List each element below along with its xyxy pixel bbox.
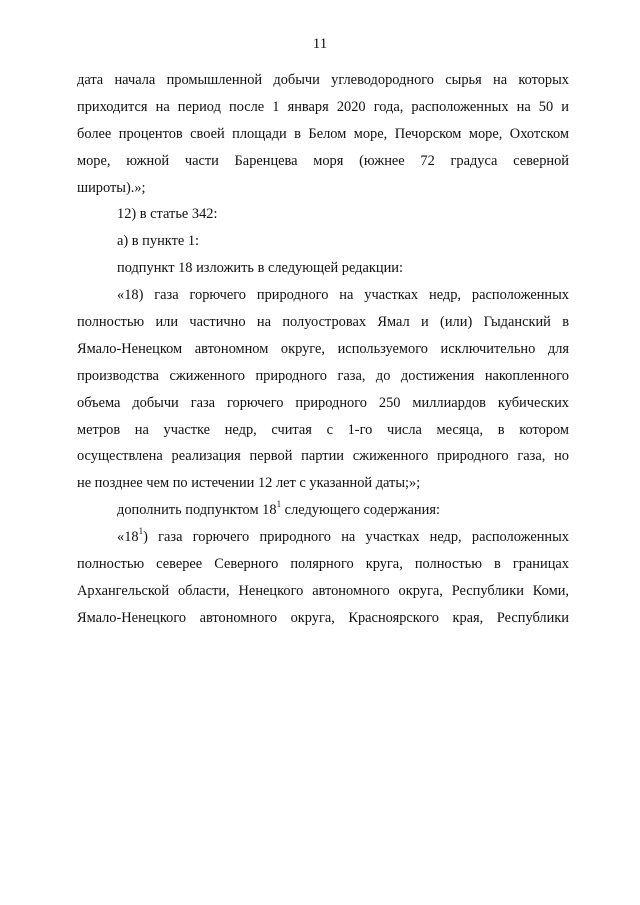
text-segment: а) в пункте 1:	[117, 233, 200, 250]
text-line	[77, 201, 569, 228]
text-segment: осуществлена реализация первой партии сжиженного природного газа, но	[77, 448, 569, 465]
text-line	[77, 524, 569, 551]
text-segment: широты).»;	[77, 179, 146, 196]
text-segment: производства сжиженного природного газа, до достижения накопленного	[77, 367, 569, 384]
text-segment: Ямало-Ненецком автономном округе, используемого исключительно для	[77, 340, 569, 357]
superscript: 1	[138, 526, 144, 537]
text-segment: ) газа горючего природного на участках недр, расположенных	[143, 529, 569, 546]
text-segment: подпункт 18 изложить в следующей редакции:	[117, 260, 403, 277]
text-line	[77, 363, 569, 390]
text-segment: метров на участке недр, считая с 1-го числа месяца, в котором	[77, 421, 569, 438]
text-line	[77, 336, 569, 363]
text-line	[77, 390, 569, 417]
text-line	[77, 228, 569, 255]
page-number: 11	[312, 36, 328, 52]
text-segment: море, южной части Баренцева моря (южнее 72 градуса северной	[77, 152, 569, 169]
text-line	[77, 309, 569, 336]
text-segment: «18) газа горючего природного на участках недр, расположенных	[117, 287, 569, 304]
text-segment: следующего содержания:	[281, 502, 440, 519]
text-line	[77, 605, 569, 632]
text-line	[77, 443, 569, 470]
text-segment: объема добычи газа горючего природного 250 миллиардов кубических	[77, 394, 569, 411]
text-line	[77, 417, 569, 444]
superscript: 1	[276, 499, 282, 510]
text-segment: дата начала промышленной добычи углеводородного сырья на которых	[77, 72, 569, 88]
text-segment: Архангельской области, Ненецкого автономного округа, Республики Коми,	[77, 582, 569, 599]
text-line	[77, 497, 569, 524]
text-segment: полностью или частично на полуостровах Ямал и (или) Гыданский в	[77, 314, 569, 331]
text-line	[77, 282, 569, 309]
text-line	[77, 67, 569, 94]
text-segment: не позднее чем по истечении 12 лет с указанной даты;»;	[77, 475, 421, 492]
text-line	[77, 255, 569, 282]
text-segment: приходится на период после 1 января 2020 года, расположенных на 50 и	[77, 98, 569, 115]
text-segment: 12) в статье 342:	[117, 206, 218, 223]
text-line	[77, 94, 569, 121]
text-line	[77, 175, 569, 202]
text-line	[77, 121, 569, 148]
document-body	[77, 67, 569, 632]
text-line	[77, 470, 569, 497]
text-segment: дополнить подпунктом 18	[117, 502, 277, 519]
text-line	[77, 578, 569, 605]
text-segment: Ямало-Ненецкого автономного округа, Красноярского края, Республики	[77, 609, 569, 626]
text-line	[77, 551, 569, 578]
text-segment: более процентов своей площади в Белом море, Печорском море, Охотском	[77, 125, 569, 142]
text-line	[77, 148, 569, 175]
text-segment: «18	[117, 529, 139, 546]
text-segment: полностью северее Северного полярного круга, полностью в границах	[77, 556, 569, 573]
